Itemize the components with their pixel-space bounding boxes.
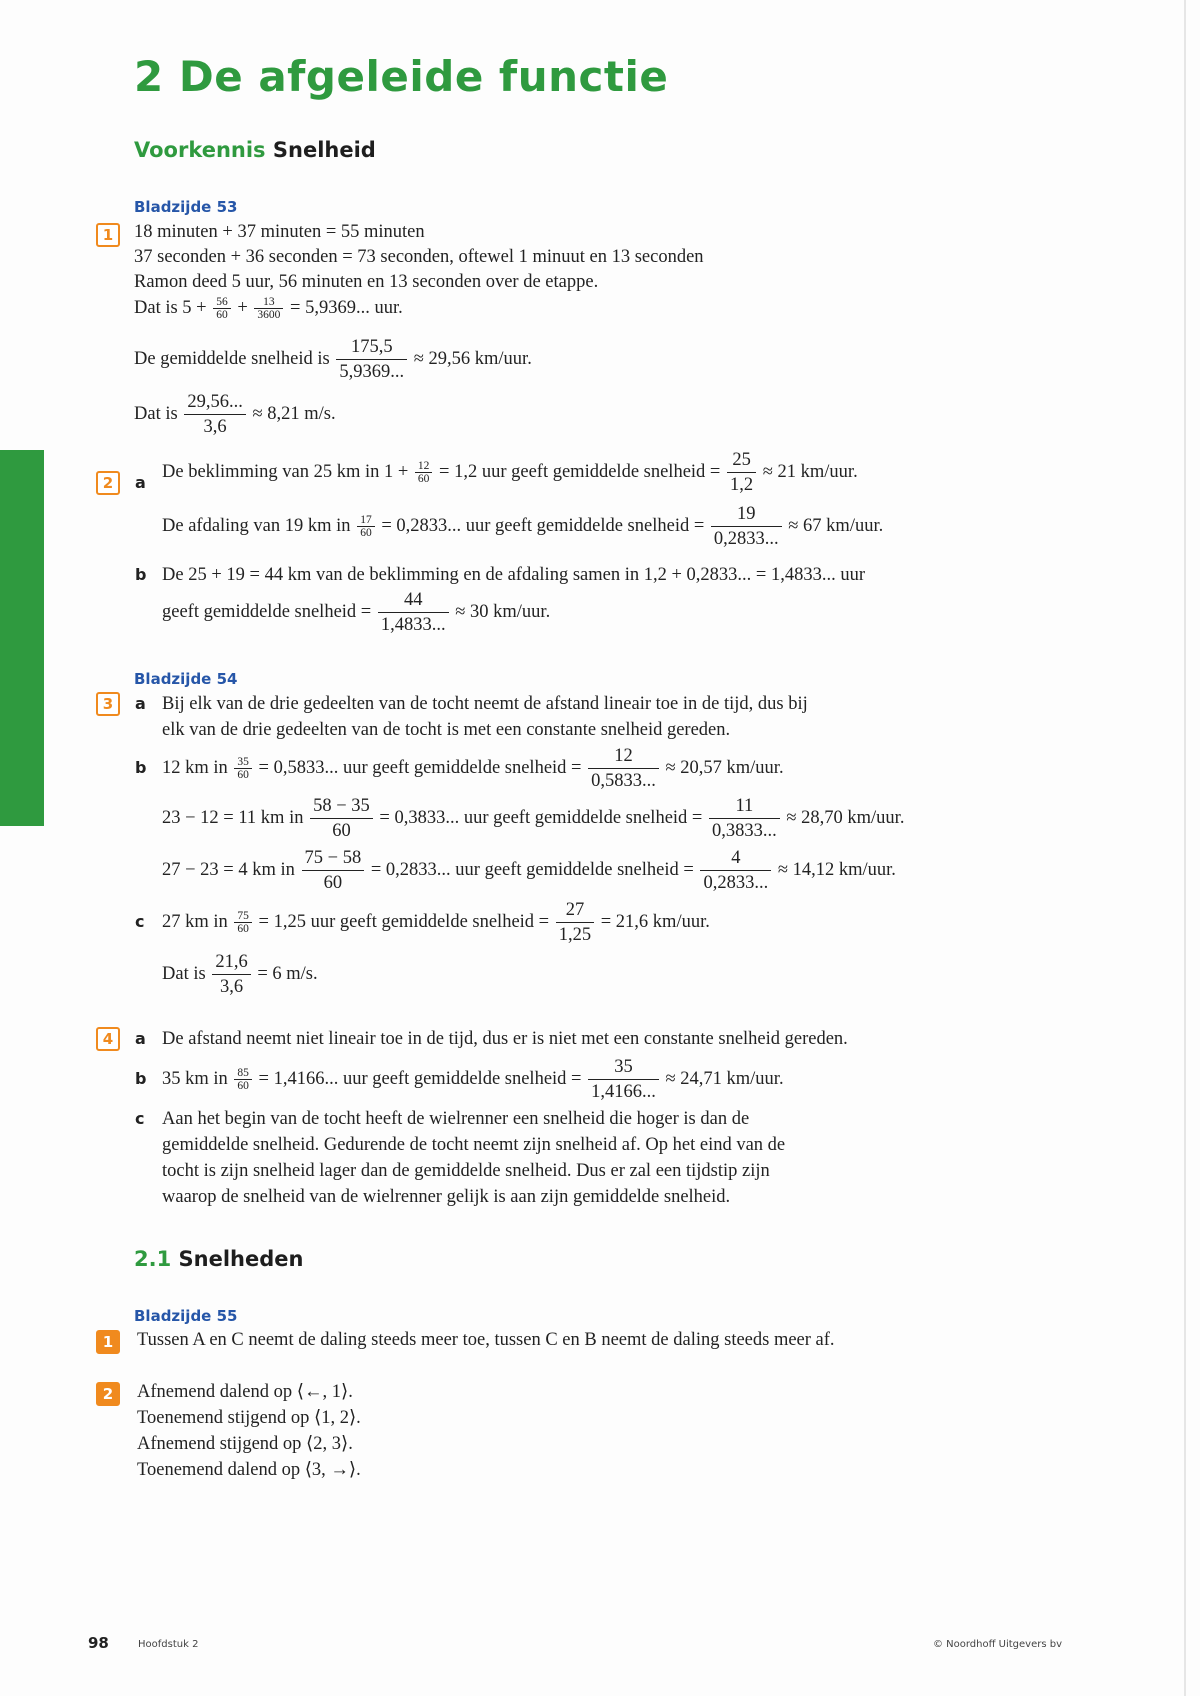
exercise-number-3: 3	[96, 692, 120, 716]
ex4-c-line-1: Aan het begin van de tocht heeft de wielrenner een snelheid die hoger is dan de	[162, 1109, 750, 1129]
page-edge	[1184, 0, 1186, 1696]
fraction: $\frac{13}{3600}$	[254, 296, 283, 321]
fraction: $\frac{56}{60}$	[213, 296, 231, 321]
ex2-b-line-2: geeft gemiddelde snelheid = $\frac{44}{1,4833...}$ ≈ 30 km/uur.	[162, 590, 551, 635]
ex3-c-line-1: 27 km in $\frac{75}{60}$ = 1,25 uur geeft gemiddelde snelheid = $\frac{27}{1,25}$ = 21,6 km/uur.	[162, 900, 710, 945]
page-ref-53: Bladzijde 53	[134, 198, 238, 216]
ex2-a-line-1: De beklimming van 25 km in 1 + $\frac{12}{60}$ = 1,2 uur geeft gemiddelde snelheid = $\frac{25}{1,2}$ ≈ 21 km/uur.	[162, 450, 858, 495]
label-a: a	[135, 694, 146, 713]
page-ref-55: Bladzijde 55	[134, 1307, 238, 1325]
section-keyword: Voorkennis	[134, 138, 266, 162]
fraction: $\frac{75 - 58}{60}$	[302, 846, 365, 895]
fraction: $\frac{27}{1,25}$	[556, 898, 594, 947]
ex1-line-1: 18 minuten + 37 minuten = 55 minuten	[134, 222, 425, 242]
exercise-number-2: 2	[96, 471, 120, 495]
ex4-c-line-3: tocht is zijn snelheid lager dan de gemiddelde snelheid. Dus er zal een tijdstip zijn	[162, 1161, 770, 1181]
chapter-label: Hoofdstuk 2	[138, 1639, 199, 1650]
label-a: a	[135, 1029, 146, 1048]
fraction: $\frac{25}{1,2}$	[727, 448, 756, 497]
fraction: $\frac{85}{60}$	[234, 1067, 252, 1092]
label-b: b	[135, 1069, 147, 1088]
ex1-line-3: Ramon deed 5 uur, 56 minuten en 13 seconden over de etappe.	[134, 272, 599, 292]
fraction: $\frac{35}{1,4166...}$	[588, 1055, 659, 1104]
fraction: $\frac{12}{60}$	[415, 460, 433, 485]
fraction: $\frac{19}{0,2833...}$	[711, 502, 782, 551]
label-c: c	[135, 1109, 145, 1128]
fraction: $\frac{58 - 35}{60}$	[310, 794, 373, 843]
fraction: $\frac{29,56...}{3,6}$	[184, 390, 246, 439]
label-a: a	[135, 473, 146, 492]
ex1-line-6: Dat is $\frac{29,56...}{3,6}$ ≈ 8,21 m/s.	[134, 392, 336, 437]
ex4-c-line-4: waarop de snelheid van de wielrenner gelijk is aan zijn gemiddelde snelheid.	[162, 1187, 731, 1207]
ex1-line-2: 37 seconden + 36 seconden = 73 seconden, oftewel 1 minuut en 13 seconden	[134, 247, 704, 267]
ex3-a-line-1: Bij elk van de drie gedeelten van de tocht neemt de afstand lineair toe in de tijd, dus bij	[162, 694, 808, 714]
section-heading-snelheden	[134, 1247, 303, 1271]
section-name: Snelheden	[178, 1247, 304, 1271]
fraction: $\frac{21,6}{3,6}$	[212, 950, 250, 999]
ex1-line-4: Dat is 5 + $\frac{56}{60}$ + $\frac{13}{3600}$ = 5,9369... uur.	[134, 296, 403, 322]
page-title: 2 De afgeleide functie	[134, 52, 669, 101]
copyright: © Noordhoff Uitgevers bv	[932, 1639, 1062, 1650]
ex3-b-line-1: 12 km in $\frac{35}{60}$ = 0,5833... uur geeft gemiddelde snelheid = $\frac{12}{0,5833...}$ ≈ 20,57 km/uur.	[162, 746, 784, 791]
exercise-number-1: 1	[96, 1330, 120, 1354]
fraction: $\frac{44}{1,4833...}$	[378, 588, 449, 637]
ex21-1-line-1: Tussen A en C neemt de daling steeds meer toe, tussen C en B neemt de daling steeds meer af.	[137, 1330, 835, 1350]
ex3-c-line-2: Dat is $\frac{21,6}{3,6}$ = 6 m/s.	[162, 952, 318, 997]
label-c: c	[135, 912, 145, 931]
label-b: b	[135, 758, 147, 777]
fraction: $\frac{75}{60}$	[234, 910, 252, 935]
ex21-2-line-1: Afnemend dalend op ⟨←, 1⟩.	[137, 1382, 353, 1402]
exercise-number-2: 2	[96, 1382, 120, 1406]
fraction: $\frac{4}{0,2833...}$	[700, 846, 771, 895]
ex4-c-line-2: gemiddelde snelheid. Gedurende de tocht neemt zijn snelheid af. Op het eind van de	[162, 1135, 786, 1155]
ex2-b-line-1: De 25 + 19 = 44 km van de beklimming en de afdaling samen in 1,2 + 0,2833... = 1,4833... uur	[162, 565, 865, 585]
fraction: $\frac{17}{60}$	[357, 514, 375, 539]
ex1-line-5: De gemiddelde snelheid is $\frac{175,5}{5,9369...}$ ≈ 29,56 km/uur.	[134, 337, 532, 382]
ex3-b-line-3: 27 − 23 = 4 km in $\frac{75 - 58}{60}$ = 0,2833... uur geeft gemiddelde snelheid = $\frac{4}{0,2833...}$ ≈ 14,12 km/uur.	[162, 848, 896, 893]
ex21-2-line-2: Toenemend stijgend op ⟨1, 2⟩.	[137, 1408, 361, 1428]
ex2-a-line-2: De afdaling van 19 km in $\frac{17}{60}$ = 0,2833... uur geeft gemiddelde snelheid = $\frac{19}{0,2833...}$ ≈ 67 km/uur.	[162, 504, 884, 549]
label-b: b	[135, 565, 147, 584]
fraction: $\frac{12}{0,5833...}$	[588, 744, 659, 793]
side-tab-marker	[0, 450, 44, 826]
fraction: $\frac{11}{0,3833...}$	[709, 794, 780, 843]
exercise-number-1: 1	[96, 223, 120, 247]
ex21-2-line-4: Toenemend dalend op ⟨3, →⟩.	[137, 1460, 361, 1480]
ex3-b-line-2: 23 − 12 = 11 km in $\frac{58 - 35}{60}$ = 0,3833... uur geeft gemiddelde snelheid = $\frac{11}{0,3833...}$ ≈ 28,70 km/uur.	[162, 796, 905, 841]
section-keyword: 2.1	[134, 1247, 172, 1271]
ex3-a-line-2: elk van de drie gedeelten van de tocht is met een constante snelheid gereden.	[162, 720, 731, 740]
exercise-number-4: 4	[96, 1027, 120, 1051]
page-ref-54: Bladzijde 54	[134, 670, 238, 688]
fraction: $\frac{35}{60}$	[234, 756, 252, 781]
ex4-a-line-1: De afstand neemt niet lineair toe in de tijd, dus er is niet met een constante snelheid gereden.	[162, 1029, 848, 1049]
section-name: Snelheid	[272, 138, 376, 162]
ex4-b-line-1: 35 km in $\frac{85}{60}$ = 1,4166... uur geeft gemiddelde snelheid = $\frac{35}{1,4166...}$ ≈ 24,71 km/uur.	[162, 1057, 784, 1102]
fraction: $\frac{175,5}{5,9369...}$	[336, 335, 407, 384]
ex21-2-line-3: Afnemend stijgend op ⟨2, 3⟩.	[137, 1434, 353, 1454]
page-number: 98	[88, 1634, 109, 1652]
section-heading-voorkennis	[134, 138, 376, 162]
